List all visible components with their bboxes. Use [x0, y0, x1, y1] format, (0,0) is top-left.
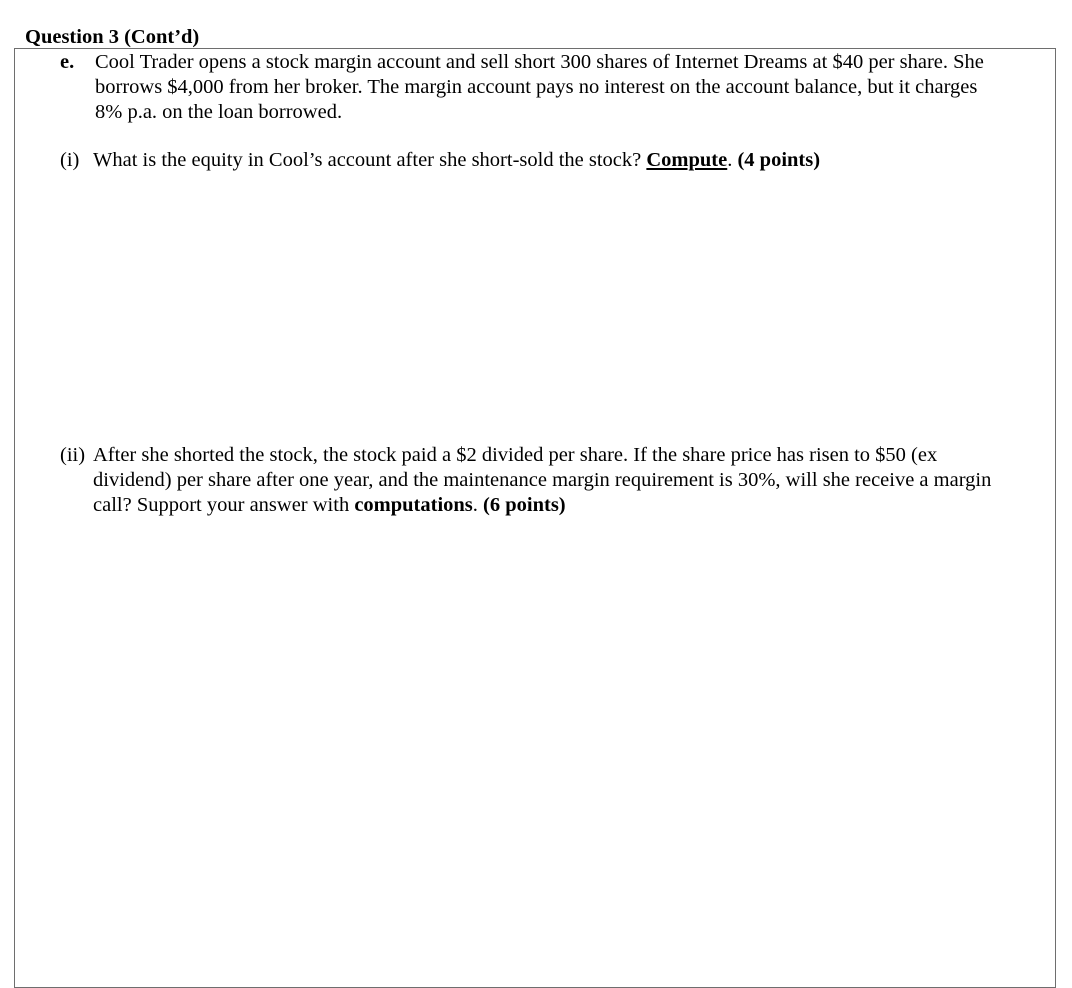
- part-ii-line: [93, 493, 1038, 518]
- part-i-points: (4 points): [737, 149, 821, 171]
- part-ii-points: (6 points): [483, 494, 566, 516]
- part-i-keyword: Compute: [646, 149, 728, 171]
- part-ii-line3-text: call? Support your answer with: [93, 494, 355, 516]
- part-ii-keyword: computations: [354, 494, 473, 516]
- part-ii-line: dividend) per share after one year, and the maintenance margin requirement is 30%, will she receive a margin: [93, 469, 992, 491]
- part-i-question-text: What is the equity in Cool’s account after she short-sold the stock?: [93, 149, 647, 171]
- part-ii-after-keyword: .: [472, 494, 484, 516]
- part-e-line: borrows $4,000 from her broker. The margin account pays no interest on the account balance, but it charges: [95, 76, 978, 98]
- question-header: Question 3 (Cont’d): [25, 26, 200, 48]
- part-i-label: (i): [60, 149, 80, 171]
- part-e-label: e.: [60, 51, 75, 73]
- part-e-line: 8% p.a. on the loan borrowed.: [95, 101, 343, 123]
- answer-box: [14, 48, 1056, 988]
- part-ii-line: After she shorted the stock, the stock paid a $2 divided per share. If the share price has risen to $50 (ex: [93, 444, 938, 466]
- part-ii-label: (ii): [60, 444, 86, 466]
- part-ii-question: [93, 443, 1038, 518]
- part-e-text: [95, 50, 1035, 125]
- part-e-line: Cool Trader opens a stock margin account and sell short 300 shares of Internet Dreams at $40 per share. She: [95, 51, 984, 73]
- part-i-after-keyword: .: [727, 149, 738, 171]
- part-i-question: [93, 148, 1053, 173]
